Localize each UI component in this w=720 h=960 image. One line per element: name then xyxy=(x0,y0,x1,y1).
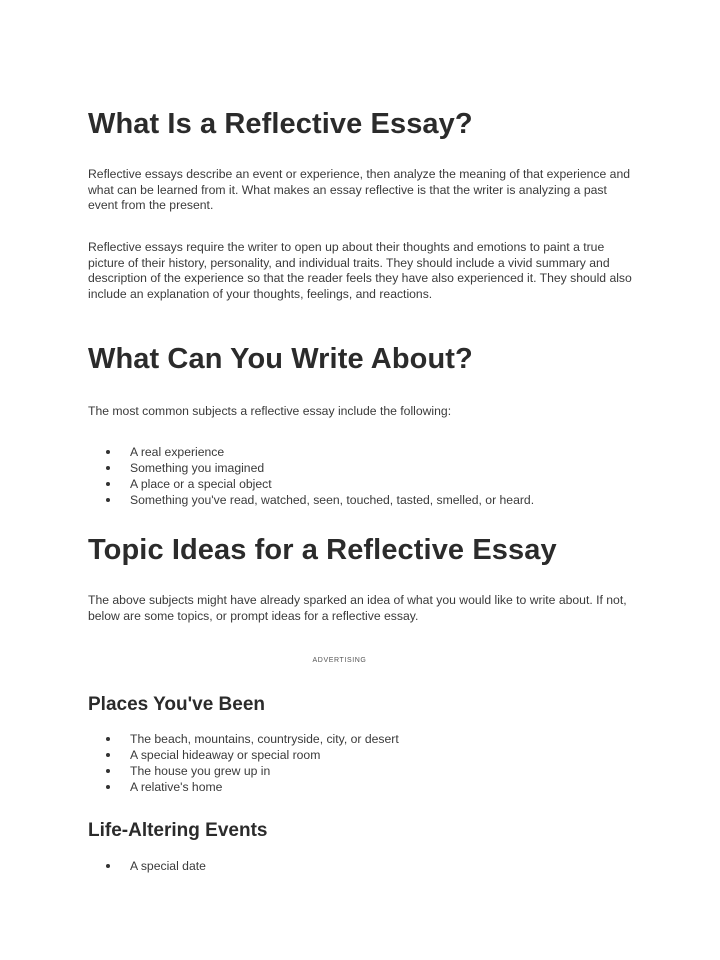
bullet-icon xyxy=(106,785,110,789)
heading-what-is-reflective-essay: What Is a Reflective Essay? xyxy=(88,108,473,140)
list-item: Something you imagined xyxy=(88,460,534,476)
bullet-icon xyxy=(106,737,110,741)
list-item: A real experience xyxy=(88,444,534,460)
list-item: The beach, mountains, countryside, city, or desert xyxy=(88,731,399,747)
subjects-list xyxy=(88,444,534,508)
heading-places-youve-been: Places You've Been xyxy=(88,694,266,715)
bullet-icon xyxy=(106,769,110,773)
bullet-icon xyxy=(106,450,110,454)
bullet-icon xyxy=(106,753,110,757)
bullet-icon xyxy=(106,498,110,502)
advertising-label: ADVERTISING xyxy=(312,657,367,664)
heading-life-altering-events: Life-Altering Events xyxy=(88,820,268,841)
bullet-icon xyxy=(106,466,110,470)
list-item: A special hideaway or special room xyxy=(88,747,399,763)
list-item: A relative's home xyxy=(88,779,399,795)
list-item: The house you grew up in xyxy=(88,763,399,779)
list-item: A place or a special object xyxy=(88,476,534,492)
list-item: A special date xyxy=(88,858,206,874)
life-events-list xyxy=(88,858,206,874)
paragraph-requirements: Reflective essays require the writer to open up about their thoughts and emotions to paint a true picture of their history, personality, and individual traits. They should include a vivid summary and description of the experience so that the reader feels they have also experienced it. They should also include an explanation of your thoughts, feelings, and reactions. xyxy=(88,240,632,301)
paragraph-definition: Reflective essays describe an event or experience, then analyze the meaning of that experience and what can be learned from it. What makes an essay reflective is that the writer is analyzing a past event from the present. xyxy=(88,167,630,212)
heading-topic-ideas: Topic Ideas for a Reflective Essay xyxy=(88,534,557,566)
paragraph-topic-intro: The above subjects might have already sparked an idea of what you would like to write about. If not, below are some topics, or prompt ideas for a reflective essay. xyxy=(88,593,627,623)
paragraph-subjects-intro: The most common subjects a reflective essay include the following: xyxy=(88,404,452,418)
heading-what-can-you-write-about: What Can You Write About? xyxy=(88,343,473,375)
bullet-icon xyxy=(106,864,110,868)
list-item: Something you've read, watched, seen, touched, tasted, smelled, or heard. xyxy=(88,492,534,508)
bullet-icon xyxy=(106,482,110,486)
places-list xyxy=(88,731,399,795)
